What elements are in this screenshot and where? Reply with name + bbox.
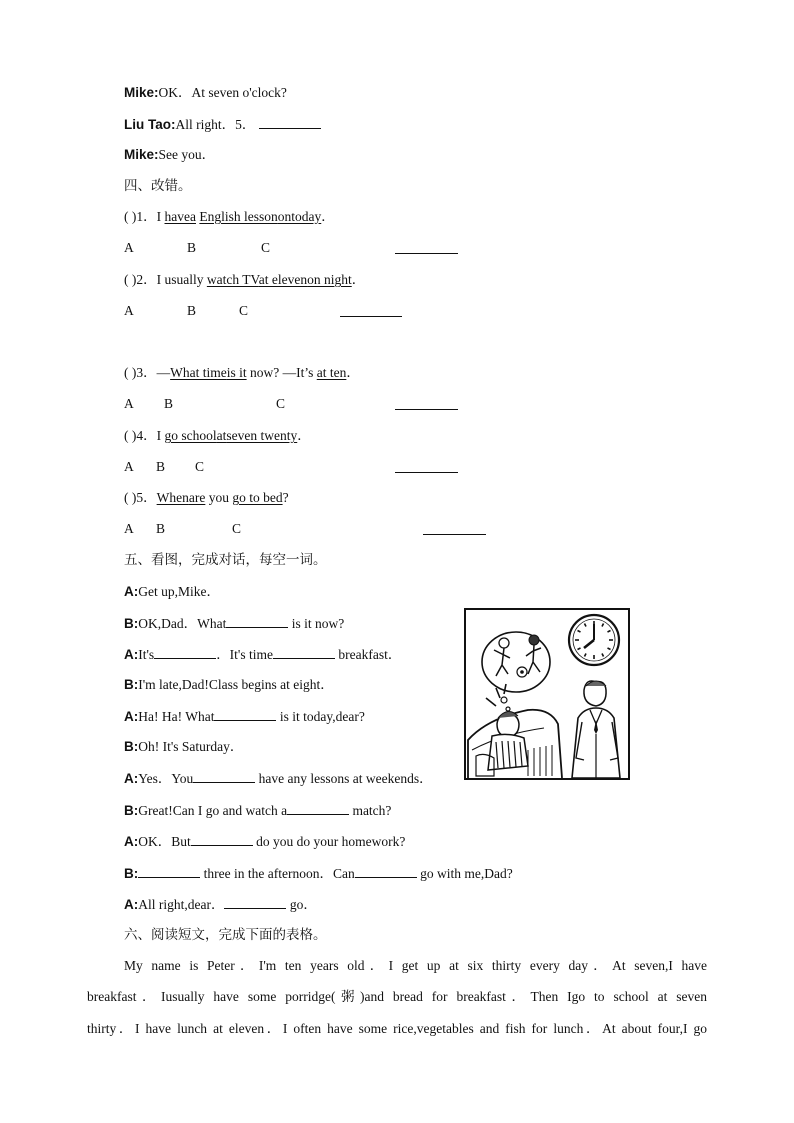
underlined-b: at eleven xyxy=(258,272,308,287)
answer-blank[interactable] xyxy=(193,770,255,783)
answer-blank[interactable] xyxy=(273,646,335,659)
error-item: ( )1．I havea English lessonontoday． xyxy=(124,209,335,224)
correction-blank[interactable] xyxy=(340,316,402,317)
underlined-a: havea xyxy=(164,209,196,224)
answer-blank[interactable] xyxy=(138,865,200,878)
speaker: B: xyxy=(124,866,139,881)
speaker: B: xyxy=(124,739,139,754)
dialog-line: B: three in the afternoon．Can go with me,Dad? xyxy=(124,866,513,881)
answer-blank[interactable] xyxy=(355,865,417,878)
option-c: C xyxy=(276,396,286,411)
speaker: A: xyxy=(124,834,139,849)
answer-blank[interactable] xyxy=(191,833,253,846)
speaker: A: xyxy=(124,709,139,724)
speaker: A: xyxy=(124,647,139,662)
option-b: B xyxy=(164,396,174,411)
answer-blank[interactable] xyxy=(214,708,276,721)
underlined-a: When xyxy=(156,490,189,505)
error-item: ( )3．—What timeis it now? —It’s at ten． xyxy=(124,365,360,380)
dialog-line: B:Great!Can I go and watch a match? xyxy=(124,803,392,818)
answer-blank[interactable] xyxy=(226,615,288,628)
speaker: A: xyxy=(124,771,139,786)
dialog-line: A:All right,dear． go． xyxy=(124,897,317,912)
underlined-c: ontoday xyxy=(277,209,322,224)
dialog-line: B:OK,Dad．What is it now? xyxy=(124,616,345,631)
section-heading: 四、改错。 xyxy=(124,178,192,193)
error-item: ( )4．I go schoolatseven twenty． xyxy=(124,428,311,443)
underlined-c: seven twenty xyxy=(226,428,298,443)
paragraph-line: thirty．I have lunch at eleven．I often have some rice,vegetables and fish for lunch．At about four,I go xyxy=(87,1021,707,1036)
speaker: Liu Tao: xyxy=(124,117,176,132)
speaker: B: xyxy=(124,616,139,631)
answer-blank[interactable] xyxy=(287,802,349,815)
underlined-c: go to bed xyxy=(232,490,283,505)
underlined-c: on night xyxy=(307,272,352,287)
option-b: B xyxy=(187,303,197,318)
dialog-line xyxy=(124,116,321,133)
speaker: Mike: xyxy=(124,85,159,100)
option-c: C xyxy=(195,459,205,474)
underlined-a: watch TV xyxy=(206,272,259,287)
speaker: Mike: xyxy=(124,147,159,162)
correction-blank[interactable] xyxy=(395,253,458,254)
option-c: C xyxy=(239,303,249,318)
speaker: A: xyxy=(124,584,139,599)
dialog-line xyxy=(124,147,215,163)
answer-blank[interactable] xyxy=(259,116,321,129)
dialog-line xyxy=(124,85,287,101)
underlined-a: go school xyxy=(164,428,217,443)
answer-blank[interactable] xyxy=(154,646,216,659)
dialog-line: A:OK．But do you do your homework? xyxy=(124,834,406,849)
dialog-line: A:It's ．It's time breakfast． xyxy=(124,647,402,662)
underlined-a: What time xyxy=(170,365,227,380)
option-a: A xyxy=(124,240,134,255)
dialog-line: A:Get up,Mike． xyxy=(124,584,220,599)
dialog-line: B:Oh! It's Saturday． xyxy=(124,739,244,754)
illustration-drawing xyxy=(466,610,628,778)
paragraph-line: My name is Peter．I'm ten years old．I get up at six thirty every day．At seven,I have xyxy=(124,958,707,973)
illustration xyxy=(464,608,630,780)
option-c: C xyxy=(261,240,271,255)
underlined-c: at ten xyxy=(316,365,347,380)
dialog-text: See you． xyxy=(158,147,216,162)
dad-figure xyxy=(572,681,620,778)
option-c: C xyxy=(232,521,242,536)
section-heading: 五、看图，完成对话，每空一词。 xyxy=(124,552,327,567)
option-a: A xyxy=(124,459,134,474)
dialog-line: A:Ha! Ha! What is it today,dear? xyxy=(124,709,365,724)
speaker: A: xyxy=(124,897,139,912)
underlined-b: are xyxy=(188,490,206,505)
correction-blank[interactable] xyxy=(395,472,458,473)
answer-blank[interactable] xyxy=(224,896,286,909)
dialog-text: OK．At seven o'clock? xyxy=(158,85,287,100)
error-item: ( )5．Whenare you go to bed? xyxy=(124,490,289,505)
dialog-text: All right．5． xyxy=(175,117,256,132)
option-b: B xyxy=(156,459,166,474)
dialog-line: A:Yes．You have any lessons at weekends． xyxy=(124,771,433,786)
boy-in-bed xyxy=(468,684,562,778)
option-a: A xyxy=(124,521,134,536)
correction-blank[interactable] xyxy=(423,534,486,535)
underlined-b: at xyxy=(216,428,227,443)
option-a: A xyxy=(124,396,134,411)
dialog-line: B:I'm late,Dad!Class begins at eight． xyxy=(124,677,334,692)
option-a: A xyxy=(124,303,134,318)
paragraph-line: breakfast．Iusually have some porridge(粥)and bread for breakfast．Then Igo to school at seven xyxy=(87,989,707,1004)
option-b: B xyxy=(187,240,197,255)
speaker: B: xyxy=(124,803,139,818)
underlined-b: English lesson xyxy=(199,209,278,224)
error-item: ( )2．I usually watch TVat elevenon night． xyxy=(124,272,366,287)
section-heading: 六、阅读短文，完成下面的表格。 xyxy=(124,927,327,942)
speaker: B: xyxy=(124,677,139,692)
underlined-b: is it xyxy=(226,365,247,380)
option-b: B xyxy=(156,521,166,536)
clock-icon xyxy=(569,615,619,665)
correction-blank[interactable] xyxy=(395,409,458,410)
